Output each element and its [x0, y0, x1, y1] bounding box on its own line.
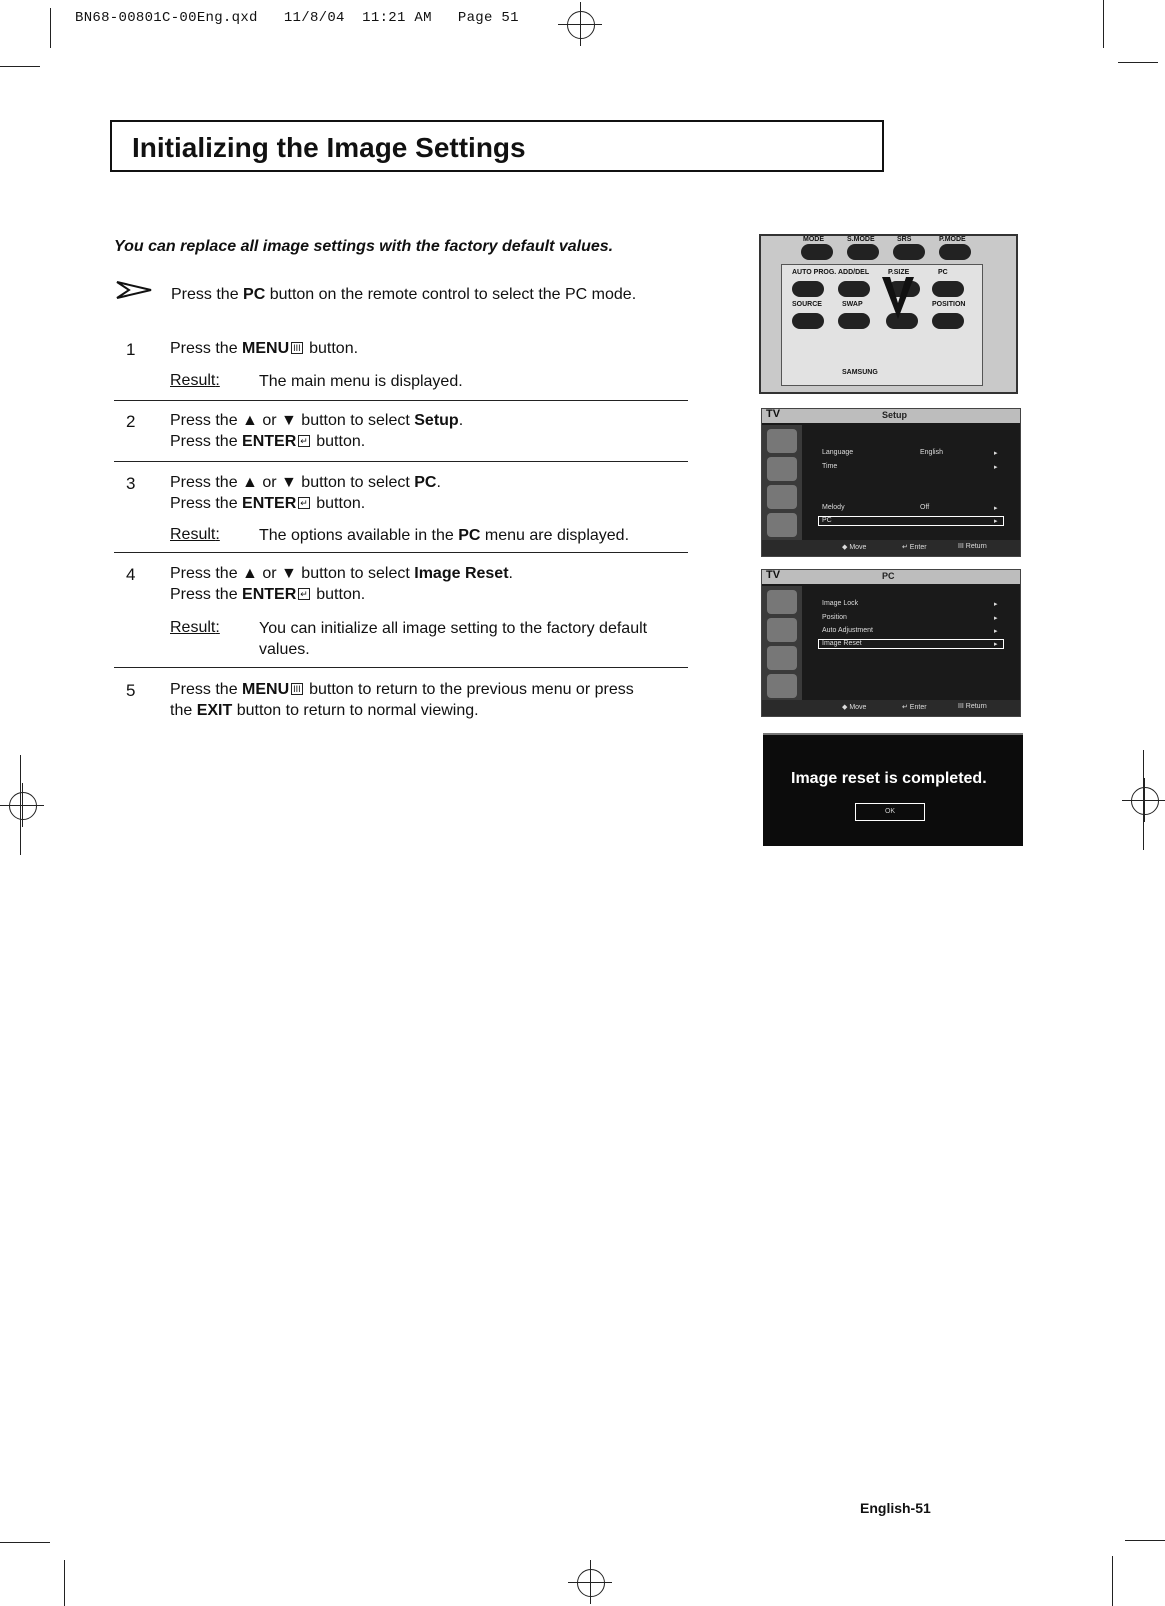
result-text: You can initialize all image setting to the factory default values.	[259, 620, 648, 658]
menu-row-value: English	[920, 449, 943, 456]
menu-row-label: PC	[822, 517, 832, 524]
remote-control-image	[759, 234, 1018, 394]
remote-button	[792, 313, 824, 329]
crop-mark	[1118, 62, 1158, 63]
tv-label: TV	[766, 569, 781, 581]
ok-button: OK	[855, 803, 925, 821]
label-button: button.	[311, 433, 366, 450]
reset-message: Image reset is completed.	[791, 770, 987, 787]
result-word: Result	[170, 372, 216, 389]
remote-panel	[781, 264, 983, 386]
step-instruction	[170, 681, 634, 699]
result-pre: The options available in the	[259, 527, 459, 544]
slug-file: BN68-00801C-00Eng.qxd	[75, 10, 258, 26]
pointing-hand-icon	[878, 273, 918, 323]
step-number: 2	[126, 412, 136, 431]
footer-move: ◆ Move	[842, 704, 867, 711]
label-or: or	[257, 412, 281, 429]
enter-key: ENTER	[242, 433, 297, 450]
down-arrow-icon: ▼	[281, 412, 297, 429]
remote-brand: SAMSUNG	[842, 369, 878, 376]
label-period: .	[508, 565, 513, 582]
menu-title-bar	[762, 570, 1020, 584]
menu-key: MENU	[242, 340, 290, 357]
step-text: button to return to the previous menu or press	[304, 681, 634, 698]
crop-mark	[1103, 0, 1104, 48]
intro-text: You can replace all image settings with the factory default values.	[114, 238, 614, 255]
remote-button	[893, 244, 925, 260]
result-text: The main menu is displayed.	[259, 373, 463, 390]
menu-row-arrow-icon: ▸	[994, 601, 998, 608]
up-arrow-icon: ▲	[242, 565, 258, 582]
result-text	[259, 525, 699, 546]
menu-header: Setup	[882, 410, 908, 420]
step-text: the	[170, 702, 197, 719]
menu-row-label: Position	[822, 614, 847, 621]
pc-button	[932, 281, 964, 297]
menu-row-arrow-icon: ▸	[994, 615, 998, 622]
step-number: 3	[126, 474, 136, 493]
label-button-to-select: button to select	[296, 412, 415, 429]
footer-move: ◆ Move	[842, 544, 867, 551]
step-number: 1	[126, 340, 136, 359]
slug-time: 11:21 AM	[362, 10, 432, 26]
crop-mark	[0, 66, 40, 67]
page-number: English-51	[860, 1500, 931, 1516]
step-instruction	[170, 474, 441, 492]
menu-sidebar	[762, 425, 802, 540]
registration-mark-left	[9, 792, 37, 820]
up-arrow-icon: ▲	[242, 412, 258, 429]
result-colon: :	[215, 526, 220, 543]
remote-label: PC	[938, 269, 948, 276]
label-button-to-select: button to select	[296, 565, 415, 582]
enter-button-icon: ↵	[300, 436, 308, 446]
label-or: or	[257, 565, 281, 582]
reset-complete-screenshot	[763, 733, 1023, 846]
registration-mark-bottom	[577, 1569, 605, 1597]
menu-row-label: Time	[822, 463, 838, 470]
slug-page: Page 51	[457, 10, 519, 26]
remote-label: S.MODE	[847, 236, 875, 243]
enter-button-icon: ↵	[300, 589, 308, 599]
result-colon: :	[215, 372, 220, 389]
enter-key: ENTER	[242, 495, 297, 512]
menu-row-label: Language	[822, 449, 854, 456]
note-text	[171, 286, 636, 304]
divider	[114, 400, 688, 401]
menu-sidebar	[762, 586, 802, 700]
exit-key: EXIT	[196, 702, 233, 719]
result-label	[170, 526, 220, 544]
remote-button	[792, 281, 824, 297]
menu-row-arrow-icon: ▸	[994, 450, 998, 457]
menu-row-label: Image Lock	[822, 600, 859, 607]
step-instruction	[170, 565, 513, 583]
label-press-the: Press the	[170, 586, 243, 603]
footer-return: III Return	[958, 703, 987, 710]
label-period: .	[458, 412, 464, 429]
menu-footer	[762, 700, 1020, 716]
remote-button	[838, 281, 870, 297]
enter-button-icon: ↵	[300, 498, 308, 508]
crop-mark	[1125, 1540, 1165, 1541]
label-press-the: Press the	[170, 412, 243, 429]
remote-label: ADD/DEL	[838, 269, 870, 276]
down-arrow-icon: ▼	[281, 474, 297, 491]
label-or: or	[257, 474, 281, 491]
divider	[114, 461, 688, 462]
footer-enter: ↵ Enter	[902, 704, 927, 711]
menu-row-arrow-icon: ▸	[994, 505, 998, 512]
result-post: menu are displayed.	[480, 527, 630, 544]
crop-mark	[50, 8, 51, 48]
note-bold: PC	[243, 286, 266, 303]
label-period: .	[436, 474, 441, 491]
note-pre: Press the	[171, 286, 244, 303]
remote-label: MODE	[803, 236, 824, 243]
result-word: Result	[170, 619, 216, 636]
remote-label: P.SIZE	[888, 269, 910, 276]
step-instruction	[170, 340, 358, 358]
label-button: button.	[311, 495, 366, 512]
remote-label: P.MODE	[939, 236, 966, 243]
crop-mark	[0, 1542, 50, 1543]
step-instruction	[170, 412, 463, 430]
slug-date: 11/8/04	[283, 10, 345, 26]
menu-title-bar	[762, 409, 1020, 423]
crop-mark	[64, 1560, 65, 1606]
step-text: button to return to normal viewing.	[232, 702, 479, 719]
label-press-the: Press the	[170, 565, 243, 582]
menu-row-label: Auto Adjustment	[822, 627, 873, 634]
step-instruction	[170, 495, 365, 513]
divider	[114, 552, 688, 553]
menu-footer	[762, 540, 1020, 556]
remote-label: AUTO PROG.	[792, 269, 837, 276]
menu-row-arrow-icon: ▸	[994, 641, 998, 648]
crop-mark	[1112, 1556, 1113, 1606]
step-instruction	[170, 586, 365, 604]
remote-button	[801, 244, 833, 260]
tv-label: TV	[766, 408, 781, 420]
menu-button-icon: III	[293, 684, 301, 694]
remote-button	[847, 244, 879, 260]
label-press-the: Press the	[170, 433, 243, 450]
page-title: Initializing the Image Settings	[132, 132, 526, 163]
label-press-the: Press the	[170, 681, 243, 698]
result-word: Result	[170, 526, 216, 543]
print-slug	[75, 10, 519, 26]
pc-menu-screenshot	[761, 569, 1021, 717]
label-press-the: Press the	[170, 474, 243, 491]
note-arrow-icon	[115, 280, 153, 300]
step-number: 4	[126, 565, 136, 584]
remote-label: POSITION	[932, 301, 966, 308]
setup-menu-screenshot	[761, 408, 1021, 557]
registration-mark-right	[1131, 787, 1159, 815]
note-post: button on the remote control to select the PC mode.	[265, 286, 637, 303]
remote-button	[939, 244, 971, 260]
menu-key: MENU	[242, 681, 290, 698]
step-instruction	[170, 702, 479, 720]
result-bold: PC	[458, 527, 481, 544]
remote-label: SRS	[897, 236, 912, 243]
menu-row-arrow-icon: ▸	[994, 464, 998, 471]
remote-button	[932, 313, 964, 329]
remote-label: SOURCE	[792, 301, 822, 308]
title-box	[110, 120, 884, 172]
menu-row-label: Image Reset	[822, 640, 862, 647]
select-target: Image Reset	[414, 565, 509, 582]
menu-header: PC	[882, 571, 895, 581]
label-button: button.	[304, 340, 359, 357]
select-target: PC	[414, 474, 437, 491]
step-number: 5	[126, 681, 136, 700]
label-press-the: Press the	[170, 495, 243, 512]
step-instruction	[170, 433, 365, 451]
footer-return: III Return	[958, 543, 987, 550]
result-label	[170, 619, 220, 637]
down-arrow-icon: ▼	[281, 565, 297, 582]
result-colon: :	[215, 619, 220, 636]
label-press-the: Press the	[170, 340, 243, 357]
select-target: Setup	[414, 412, 459, 429]
menu-selected-row	[818, 516, 1004, 526]
up-arrow-icon: ▲	[242, 474, 258, 491]
menu-row-value: Off	[920, 504, 930, 511]
remote-button	[838, 313, 870, 329]
menu-row-label: Melody	[822, 504, 845, 511]
menu-button-icon: III	[293, 343, 301, 353]
enter-key: ENTER	[242, 586, 297, 603]
menu-row-arrow-icon: ▸	[994, 628, 998, 635]
result-label	[170, 372, 220, 390]
label-button: button.	[311, 586, 366, 603]
registration-mark-top	[567, 11, 595, 39]
footer-enter: ↵ Enter	[902, 544, 927, 551]
menu-row-arrow-icon: ▸	[994, 518, 998, 525]
label-button-to-select: button to select	[296, 474, 415, 491]
remote-label: SWAP	[842, 301, 863, 308]
divider	[114, 667, 688, 668]
